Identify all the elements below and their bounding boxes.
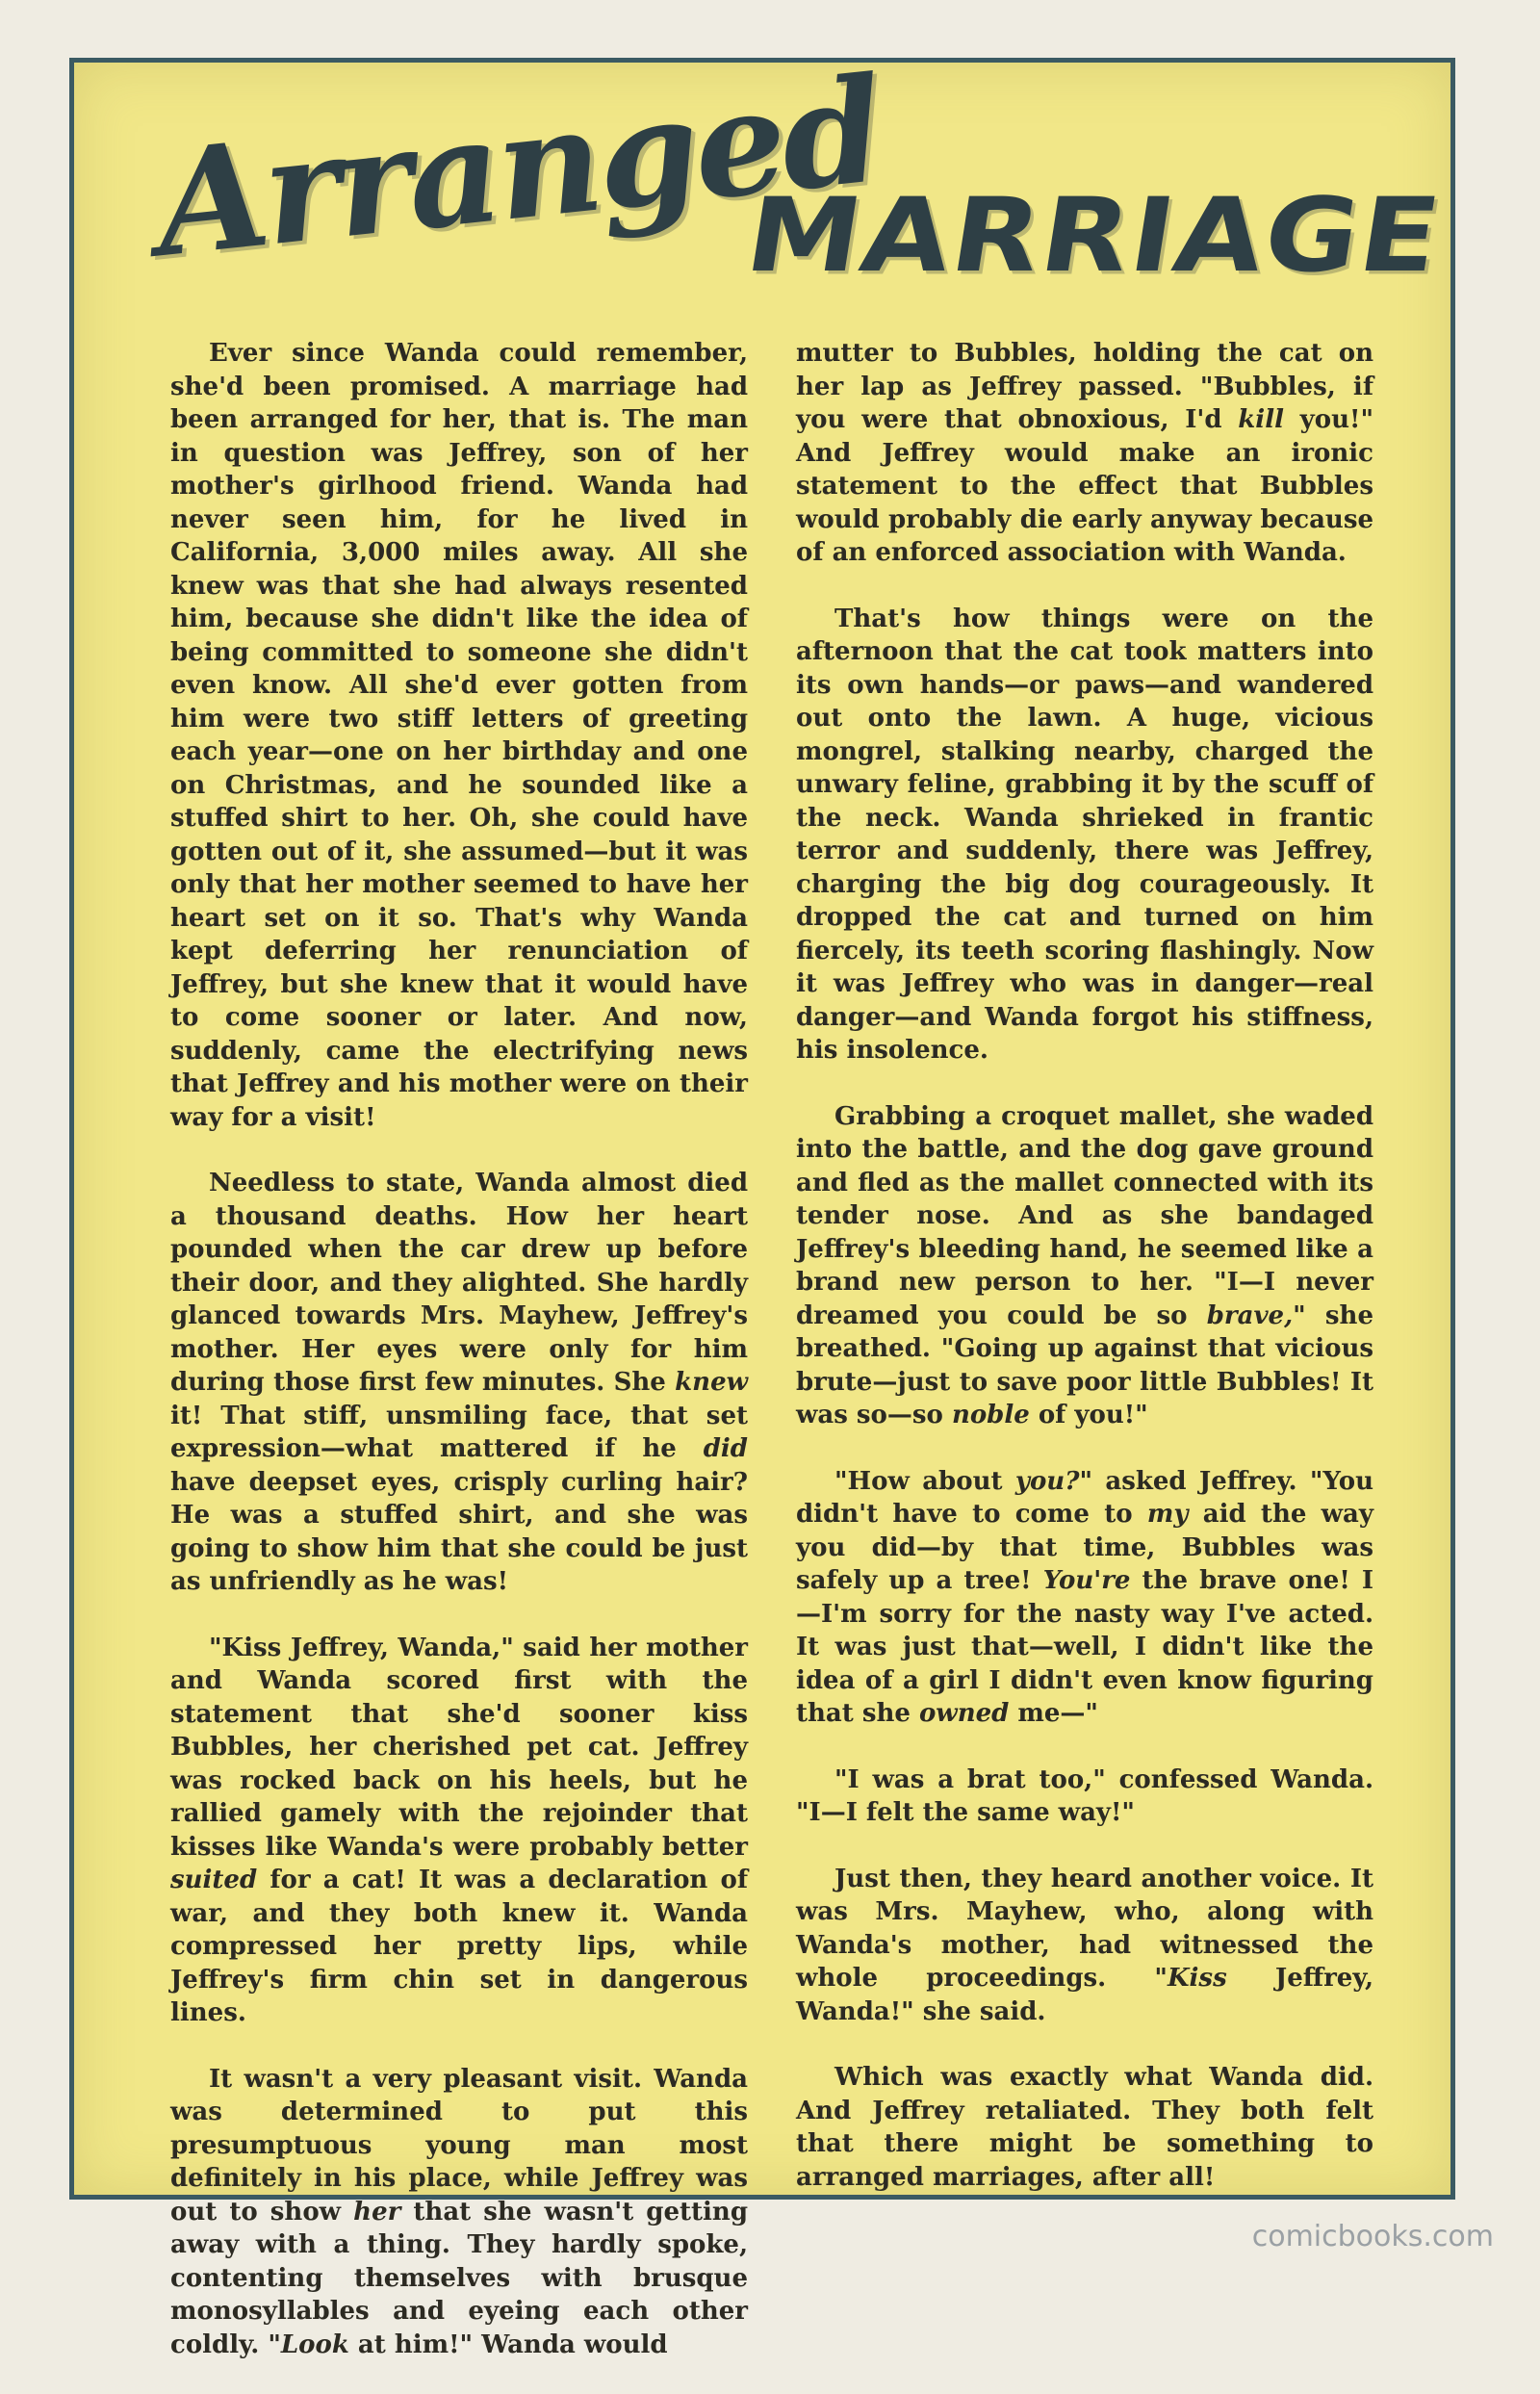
paragraph: "How about you?" asked Jeffrey. "You didn't have to come to my aid the way you did—by that time, Bubbles was safely up a tree! You're the brave one! I—I'm sorry for the nasty way I've acted. It was just that—well, I didn't like the idea of a girl I didn't even know figuring that she owned me—" <box>796 1466 1373 1728</box>
paragraph: That's how things were on the afternoon that the cat took matters into its own hands—or paws—and wandered out onto the lawn. A huge, vicious mongrel, stalking nearby, charged the unwary feline, grabbing it by the scuff of the neck. Wanda shrieked in frantic terror and suddenly, there was Jeffrey, charging the big dog courageously. It dropped the cat and turned on him fiercely, its teeth scoring flashingly. Now it was Jeffrey who was in danger—real danger—and Wanda forgot his stiffness, his insolence. <box>796 604 1373 1065</box>
left-column <box>170 337 748 2394</box>
paragraph: Needless to state, Wanda almost died a thousand deaths. How her heart pounded when the car drew up before their door, and they alighted. She hardly glanced towards Mrs. Mayhew, Jeffrey's mother. Her eyes were only for him during those first few minutes. She knew it! That stiff, unsmiling face, that set expression—what mattered if he did have deepset eyes, crisply curling hair? He was a stuffed shirt, and she was going to show him that she could be just as unfriendly as he was! <box>170 1169 748 1596</box>
title-script-word: Arranged <box>147 45 887 290</box>
paragraph: Which was exactly what Wanda did. And Jeffrey retaliated. They both felt that there might be something to arranged marriages, after all! <box>796 2063 1373 2192</box>
site-watermark: comicbooks.com <box>1251 2220 1494 2253</box>
story-title <box>74 45 1450 342</box>
paragraph: Grabbing a croquet mallet, she waded into the battle, and the dog gave ground and fled as the mallet connected with its tender nose. And as she bandaged Jeffrey's bleeding hand, he seemed like a brand new person to her. "I—I never dreamed you could be so brave," she breathed. "Going up against that vicious brute—just to save poor little Bubbles! It was so—so noble of you!" <box>796 1101 1373 1429</box>
right-column <box>796 337 1373 2227</box>
paragraph: "I was a brat too," confessed Wanda. "I—I felt the same way!" <box>796 1764 1373 1827</box>
paragraph: mutter to Bubbles, holding the cat on her lap as Jeffrey passed. "Bubbles, if you were that obnoxious, I'd kill you!" And Jeffrey would make an ironic statement to the effect that Bubbles would probably die early anyway because of an enforced association with Wanda. <box>796 339 1373 567</box>
title-block-word: MARRIAGE <box>738 174 1450 296</box>
paragraph: "Kiss Jeffrey, Wanda," said her mother and Wanda scored first with the statement that she'd sooner kiss Bubbles, her cherished pet cat. Jeffrey was rocked back on his heels, but he rallied gamely with the rejoinder that kisses like Wanda's were probably better suited for a cat! It was a declaration of war, and they both knew it. Wanda compressed her pretty lips, while Jeffrey's firm chin set in dangerous lines. <box>170 1633 748 2027</box>
paragraph: Ever since Wanda could remember, she'd been promised. A marriage had been arranged for her, that is. The man in question was Jeffrey, son of her mother's girlhood friend. Wanda had never seen him, for he lived in California, 3,000 miles away. All she knew was that she had always resented him, because she didn't like the idea of being committed to someone she didn't even know. All she'd ever gotten from him were two stiff letters of greeting each year—one on her birthday and one on Christmas, and he sounded like a stuffed shirt to her. Oh, she could have gotten out of it, she assumed—but it was only that her mother seemed to have her heart set on it so. That's why Wanda kept deferring her renunciation of Jeffrey, but she knew that it would have to come sooner or later. And now, suddenly, came the electrifying news that Jeffrey and his mother were on their way for a visit! <box>170 339 748 1132</box>
paragraph: Just then, they heard another voice. It was Mrs. Mayhew, who, along with Wanda's mother, had witnessed the whole proceedings. "Kiss Jeffrey, Wanda!" she said. <box>796 1864 1373 2026</box>
paragraph: It wasn't a very pleasant visit. Wanda was determined to put this presumptuous young man most definitely in his place, while Jeffrey was out to show her that she wasn't getting away with a thing. They hardly spoke, contenting themselves with brusque monosyllables and eyeing each other coldly. "Look at him!" Wanda would <box>170 2064 749 2359</box>
